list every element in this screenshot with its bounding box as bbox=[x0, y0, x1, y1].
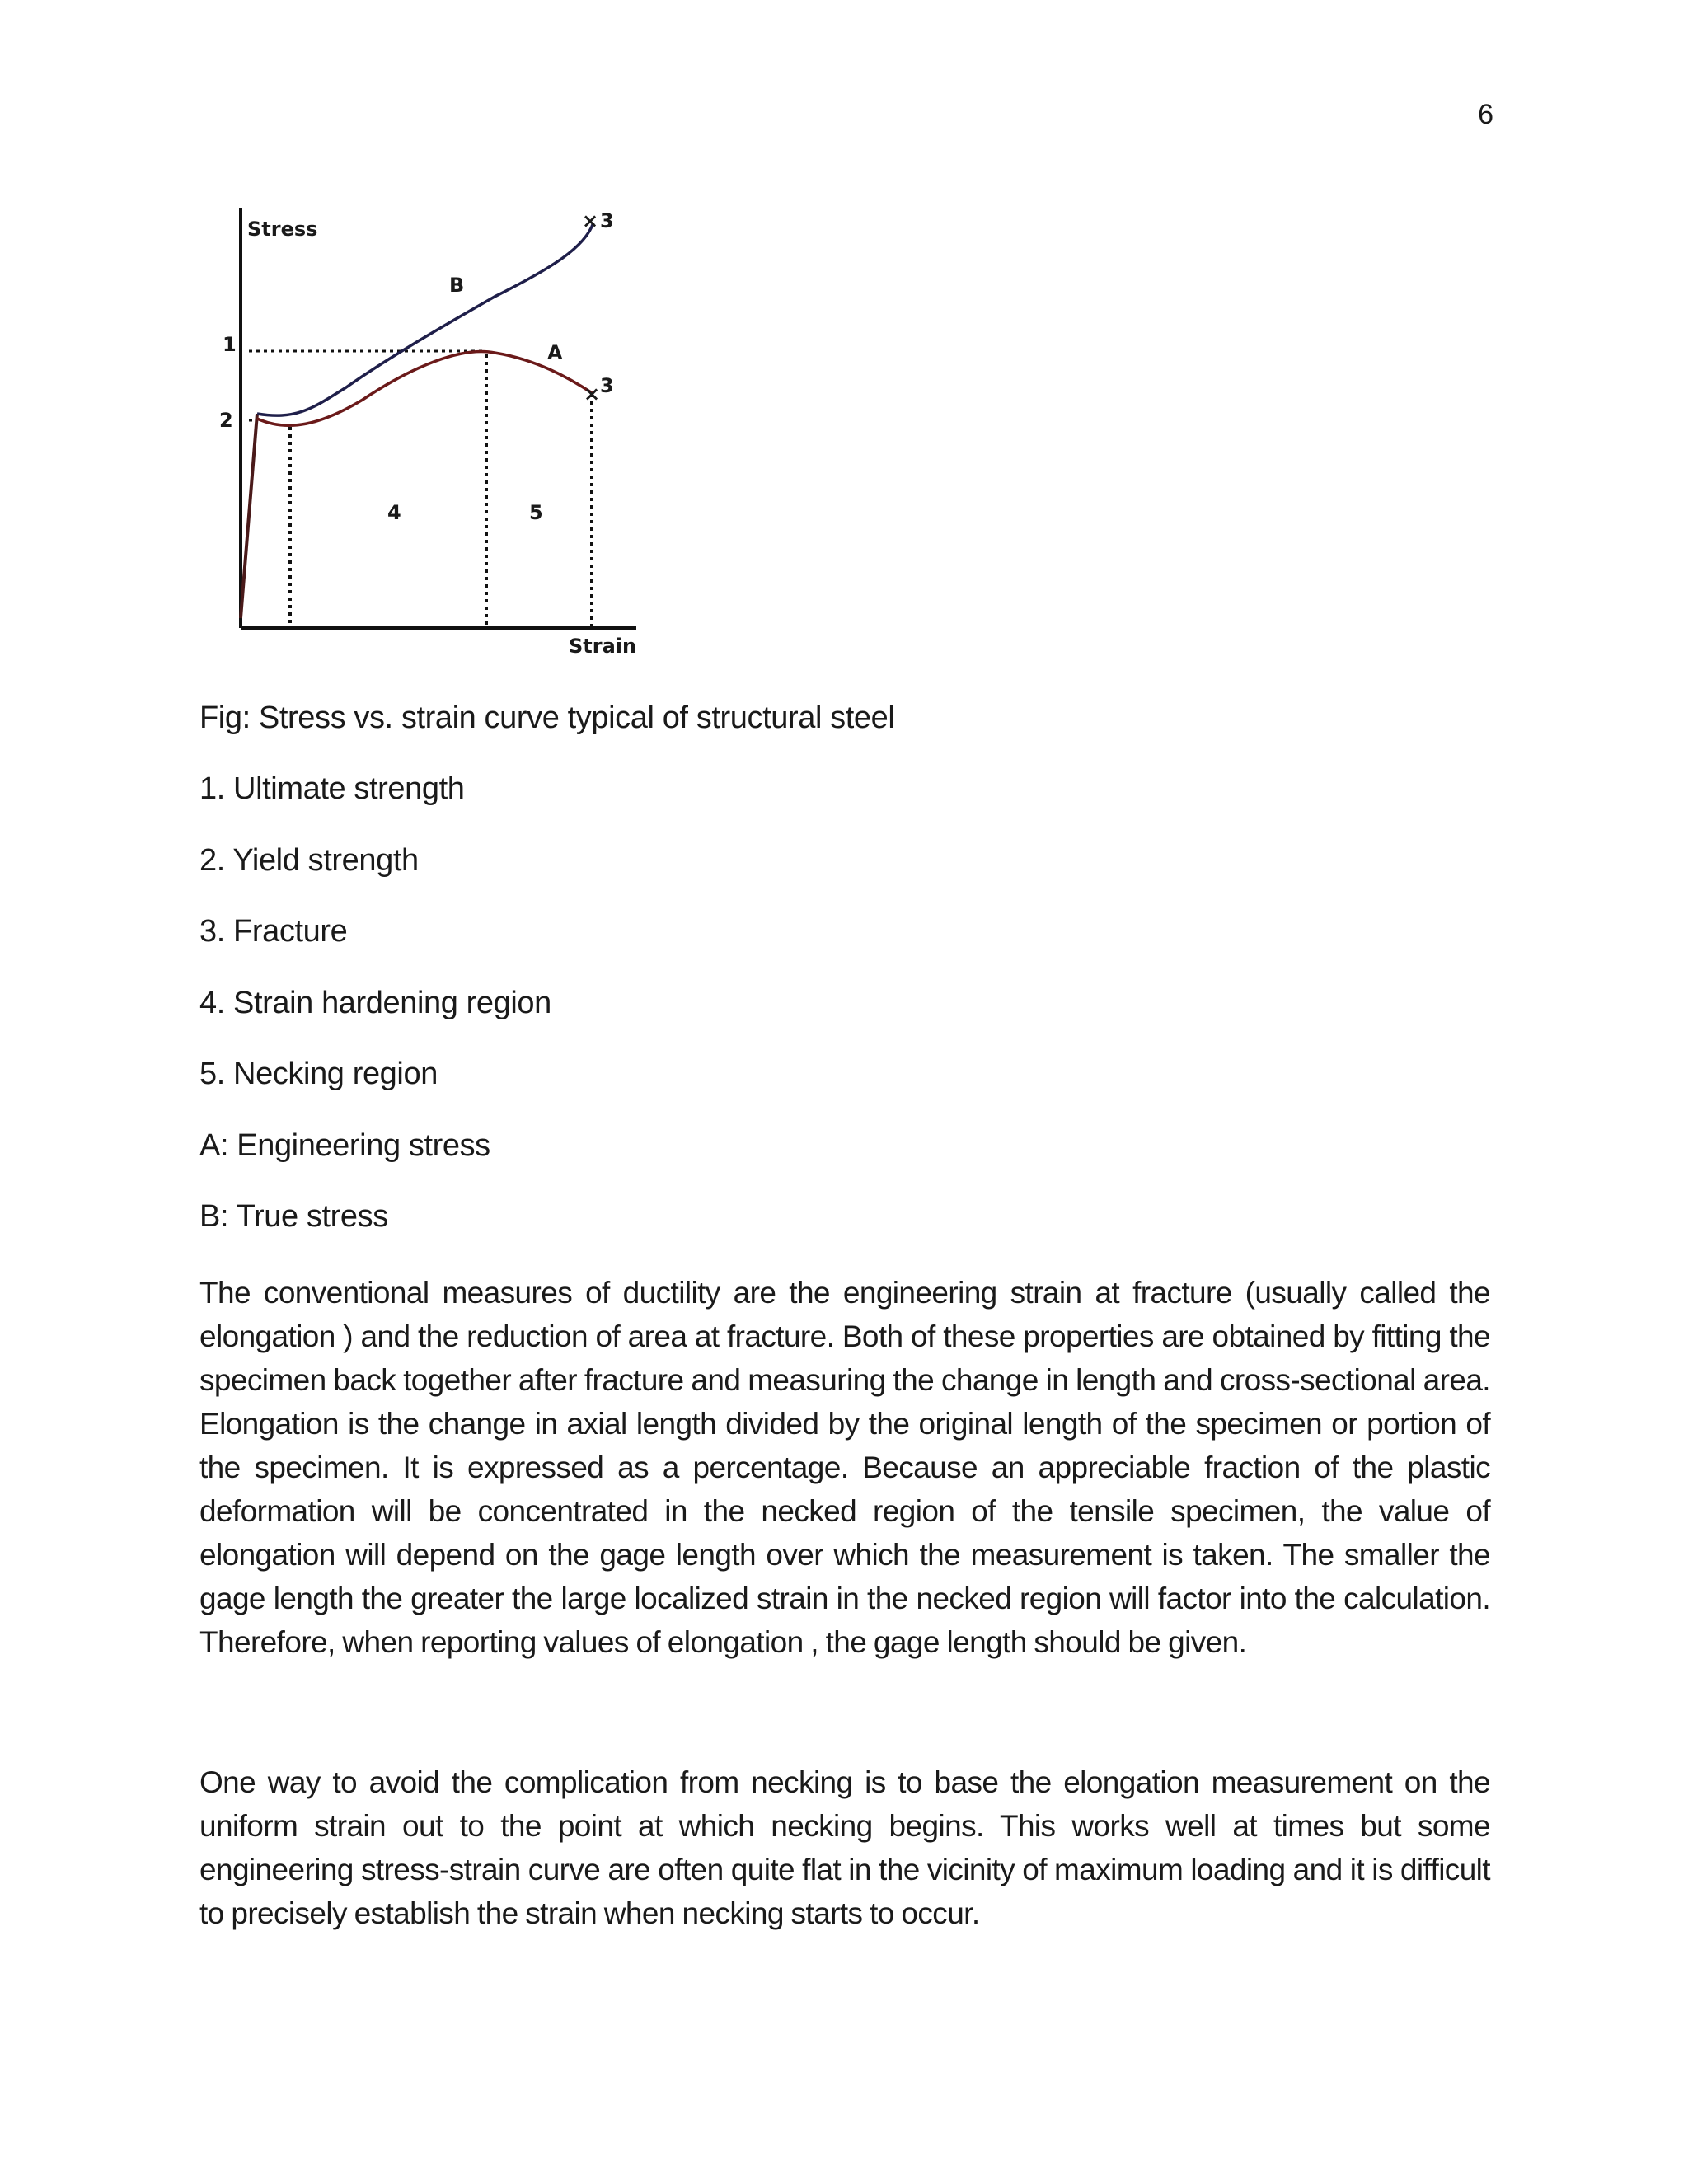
paragraph-ductility: The conventional measures of ductility are the engineering strain at fracture (usually called the elongation ) and the reduction of area at fracture. Both of these properties are obtained by fitting the specimen back together after fracture and measuring the change in length and cross-sectional area. Elongation is the change in axial length divided by the original length of the specimen or portion of the specimen. It is expressed as a percentage. Because an appreciable fraction of the plastic deformation will be concentrated in the necked region of the tensile specimen, the value of elongation will depend on the gage length over which the measurement is taken. The smaller the gage length the greater the large localized strain in the necked region will factor into the calculation. Therefore, when reporting values of elongation , the gage length should be given. bbox=[199, 1276, 1490, 1659]
legend-item-fracture: 3. Fracture bbox=[199, 914, 348, 949]
paragraph-necking: One way to avoid the complication from necking is to base the elongation measurement on the uniform strain out to the point at which necking begins. This works well at times but some engineering stress-strain curve are often quite flat in the vicinity of maximum loading and it is difficult to precisely establish the strain when necking starts to occur. bbox=[199, 1765, 1490, 1930]
stress-axis-label: Stress bbox=[247, 218, 318, 241]
curve-a-label: A bbox=[547, 341, 563, 364]
stress-strain-figure bbox=[219, 198, 651, 668]
legend-item-ultimate-strength: 1. Ultimate strength bbox=[199, 771, 465, 806]
engineering-stress-curve bbox=[257, 352, 593, 426]
fracture-mark-bottom: × bbox=[584, 382, 601, 405]
legend-item-true-stress: B: True stress bbox=[199, 1199, 388, 1234]
figure-caption: Fig: Stress vs. strain curve typical of structural steel bbox=[199, 701, 895, 735]
page-number: 6 bbox=[1478, 99, 1493, 130]
strain-axis-label: Strain bbox=[569, 635, 637, 658]
curve-b-label: B bbox=[449, 274, 465, 297]
region-5-label: 5 bbox=[529, 501, 543, 524]
fracture-bottom-label: 3 bbox=[600, 374, 614, 397]
level-1-label: 1 bbox=[223, 333, 237, 356]
legend-item-strain-hardening: 4. Strain hardening region bbox=[199, 985, 551, 1020]
region-4-label: 4 bbox=[387, 501, 401, 524]
legend-list bbox=[199, 771, 551, 1271]
elastic-line bbox=[241, 414, 257, 618]
legend-item-engineering-stress: A: Engineering stress bbox=[199, 1127, 490, 1163]
fracture-mark-top: × bbox=[582, 209, 599, 232]
fracture-top-label: 3 bbox=[600, 209, 614, 232]
legend-item-necking: 5. Necking region bbox=[199, 1057, 438, 1091]
level-2-label: 2 bbox=[219, 409, 233, 432]
true-stress-curve bbox=[257, 223, 593, 415]
legend-item-yield-strength: 2. Yield strength bbox=[199, 842, 419, 878]
